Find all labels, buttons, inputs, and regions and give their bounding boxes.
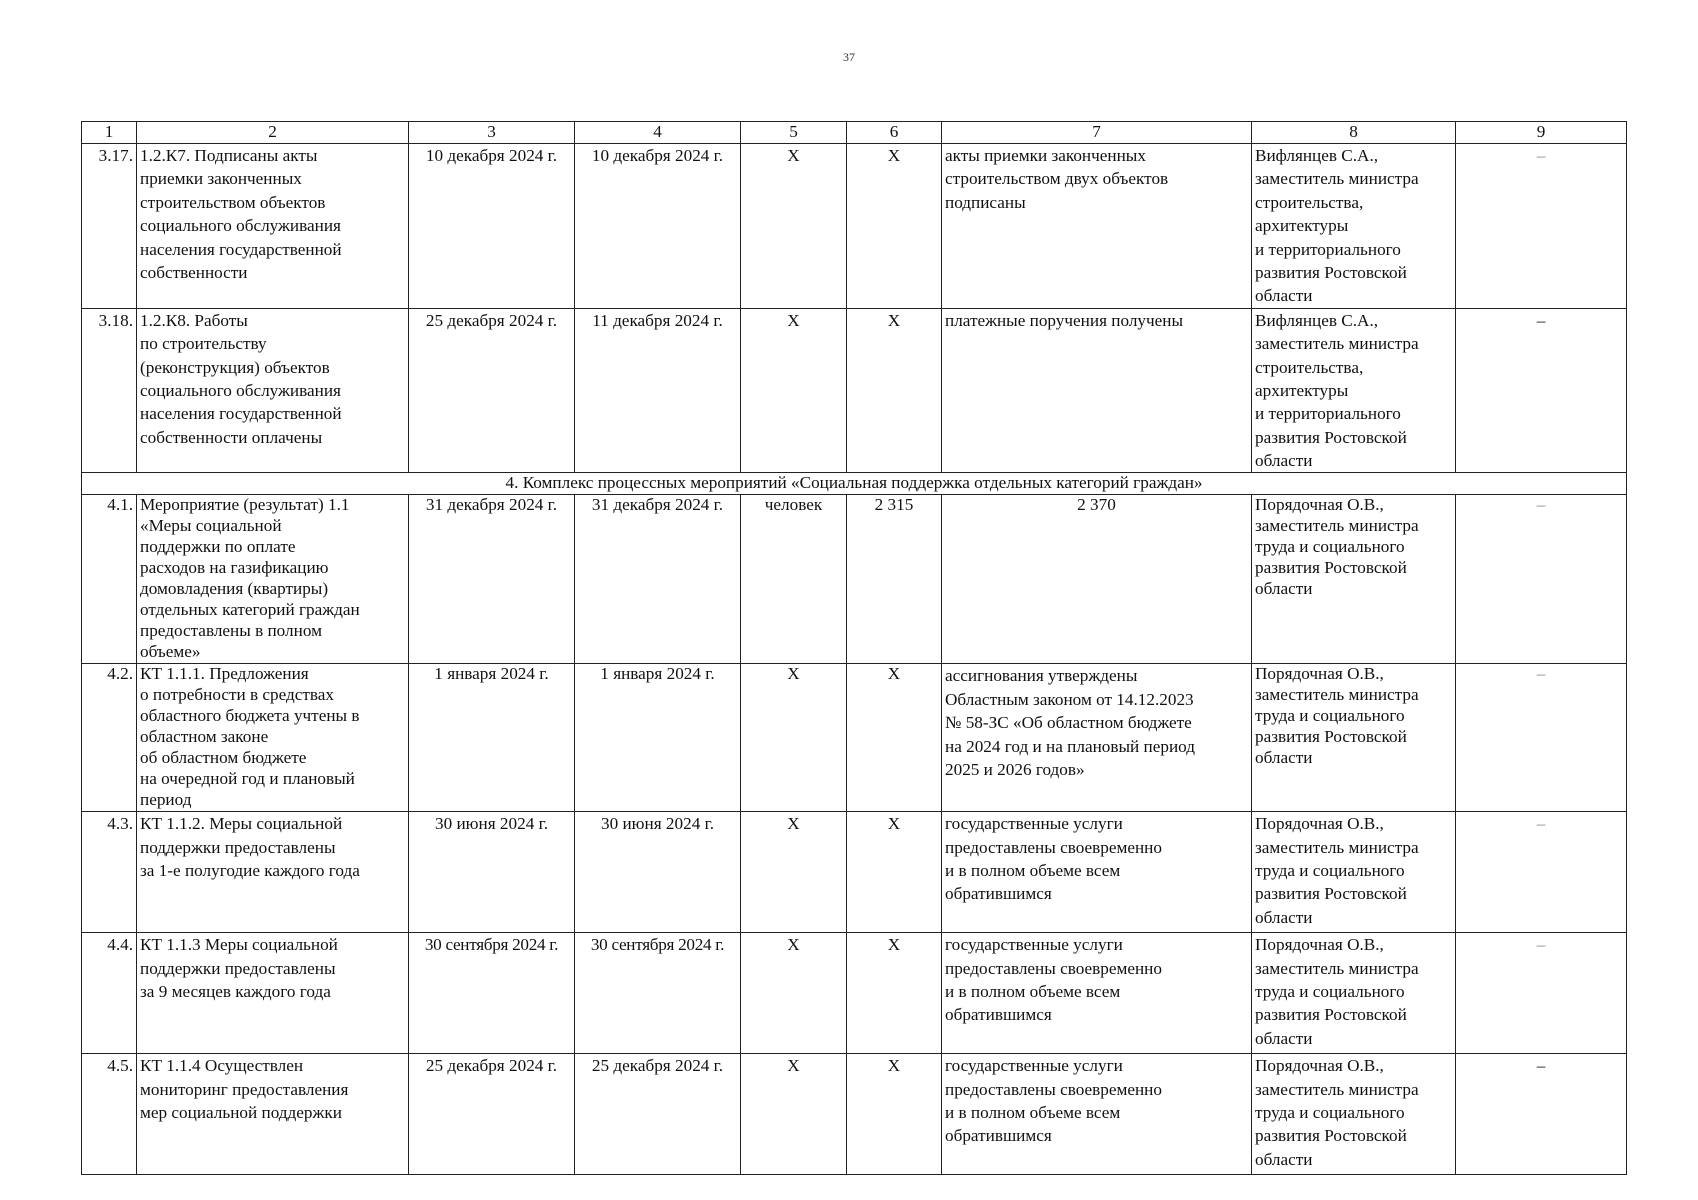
col6-value: X [847, 933, 942, 1054]
responsible-person: Порядочная О.В., заместитель министра труда и социального развития Ростовской области [1252, 1054, 1456, 1175]
col5-value: X [741, 812, 847, 933]
result-text: платежные поручения получены [942, 308, 1252, 473]
table-row [82, 812, 1627, 933]
event-name: Мероприятие (результат) 1.1 «Меры социальной поддержки по оплате расходов на газификацию домовладения (квартиры) отдельных категорий граждан предоставлены в полном объеме» [137, 495, 409, 664]
col6-value: X [847, 308, 942, 473]
row-number: 4.4. [82, 933, 137, 1054]
page-number: 37 [843, 50, 855, 64]
col6-value: X [847, 812, 942, 933]
col6-value: X [847, 664, 942, 812]
result-text: государственные услуги предоставлены своевременно и в полном объеме всем обратившимся [942, 812, 1252, 933]
table-row [82, 664, 1627, 812]
col9-value: – [1456, 144, 1627, 309]
row-number: 4.3. [82, 812, 137, 933]
col6-value: X [847, 144, 942, 309]
col9-value: – [1456, 495, 1627, 664]
event-name: 1.2.К7. Подписаны акты приемки законченных строительством объектов социального обслуживания населения государственной собственности [137, 144, 409, 309]
col6-value: X [847, 1054, 942, 1175]
col5-value: X [741, 144, 847, 309]
row-number: 4.2. [82, 664, 137, 812]
header-cell: 4 [575, 122, 741, 144]
col6-value: 2 315 [847, 495, 942, 664]
plan-date: 25 декабря 2024 г. [409, 308, 575, 473]
plan-date: 1 января 2024 г. [409, 664, 575, 812]
col5-value: X [741, 1054, 847, 1175]
table-row [82, 495, 1627, 664]
header-cell: 9 [1456, 122, 1627, 144]
fact-date: 31 декабря 2024 г. [575, 495, 741, 664]
plan-date: 30 июня 2024 г. [409, 812, 575, 933]
section-title: 4. Комплекс процессных мероприятий «Социальная поддержка отдельных категорий граждан» [82, 473, 1627, 495]
row-number: 4.5. [82, 1054, 137, 1175]
fact-date: 25 декабря 2024 г. [575, 1054, 741, 1175]
plan-date: 25 декабря 2024 г. [409, 1054, 575, 1175]
event-name: КТ 1.1.3 Меры социальной поддержки предоставлены за 9 месяцев каждого года [137, 933, 409, 1054]
responsible-person: Порядочная О.В., заместитель министра труда и социального развития Ростовской области [1252, 664, 1456, 812]
result-text: государственные услуги предоставлены своевременно и в полном объеме всем обратившимся [942, 933, 1252, 1054]
row-number: 3.18. [82, 308, 137, 473]
table-row [82, 933, 1627, 1054]
header-cell: 6 [847, 122, 942, 144]
col9-value: – [1456, 1054, 1627, 1175]
fact-date: 30 сентября 2024 г. [575, 933, 741, 1054]
event-name: КТ 1.1.1. Предложения о потребности в средствах областного бюджета учтены в областном законе об областном бюджете на очередной год и плановый период [137, 664, 409, 812]
col9-value: – [1456, 812, 1627, 933]
fact-date: 1 января 2024 г. [575, 664, 741, 812]
responsible-person: Вифлянцев С.А., заместитель министра строительства, архитектуры и территориального развития Ростовской области [1252, 144, 1456, 309]
row-number: 3.17. [82, 144, 137, 309]
result-text: ассигнования утверждены Областным законом от 14.12.2023 № 58-ЗС «Об областном бюджете на 2024 год и на плановый период 2025 и 2026 годов» [942, 664, 1252, 812]
table-row [82, 1054, 1627, 1175]
row-number: 4.1. [82, 495, 137, 664]
result-text: государственные услуги предоставлены своевременно и в полном объеме всем обратившимся [942, 1054, 1252, 1175]
event-name: КТ 1.1.4 Осуществлен мониторинг предоставления мер социальной поддержки [137, 1054, 409, 1175]
header-cell: 1 [82, 122, 137, 144]
col5-value: X [741, 933, 847, 1054]
plan-date: 10 декабря 2024 г. [409, 144, 575, 309]
col9-value: – [1456, 308, 1627, 473]
plan-date: 31 декабря 2024 г. [409, 495, 575, 664]
responsible-person: Порядочная О.В., заместитель министра труда и социального развития Ростовской области [1252, 933, 1456, 1054]
header-cell: 8 [1252, 122, 1456, 144]
report-table [81, 121, 1627, 1175]
event-name: 1.2.К8. Работы по строительству (реконструкция) объектов социального обслуживания населения государственной собственности оплачены [137, 308, 409, 473]
event-name: КТ 1.1.2. Меры социальной поддержки предоставлены за 1-е полугодие каждого года [137, 812, 409, 933]
fact-date: 30 июня 2024 г. [575, 812, 741, 933]
plan-date: 30 сентября 2024 г. [409, 933, 575, 1054]
header-cell: 3 [409, 122, 575, 144]
col9-value: – [1456, 933, 1627, 1054]
col5-value: человек [741, 495, 847, 664]
result-text: акты приемки законченных строительством двух объектов подписаны [942, 144, 1252, 309]
section-row [82, 473, 1627, 495]
fact-date: 11 декабря 2024 г. [575, 308, 741, 473]
table-header-row [82, 122, 1627, 144]
responsible-person: Порядочная О.В., заместитель министра труда и социального развития Ростовской области [1252, 812, 1456, 933]
header-cell: 2 [137, 122, 409, 144]
col5-value: X [741, 308, 847, 473]
result-text: 2 370 [942, 495, 1252, 664]
header-cell: 7 [942, 122, 1252, 144]
fact-date: 10 декабря 2024 г. [575, 144, 741, 309]
responsible-person: Порядочная О.В., заместитель министра труда и социального развития Ростовской области [1252, 495, 1456, 664]
col5-value: X [741, 664, 847, 812]
responsible-person: Вифлянцев С.А., заместитель министра строительства, архитектуры и территориального развития Ростовской области [1252, 308, 1456, 473]
table-row [82, 308, 1627, 473]
col9-value: – [1456, 664, 1627, 812]
table-row [82, 144, 1627, 309]
header-cell: 5 [741, 122, 847, 144]
